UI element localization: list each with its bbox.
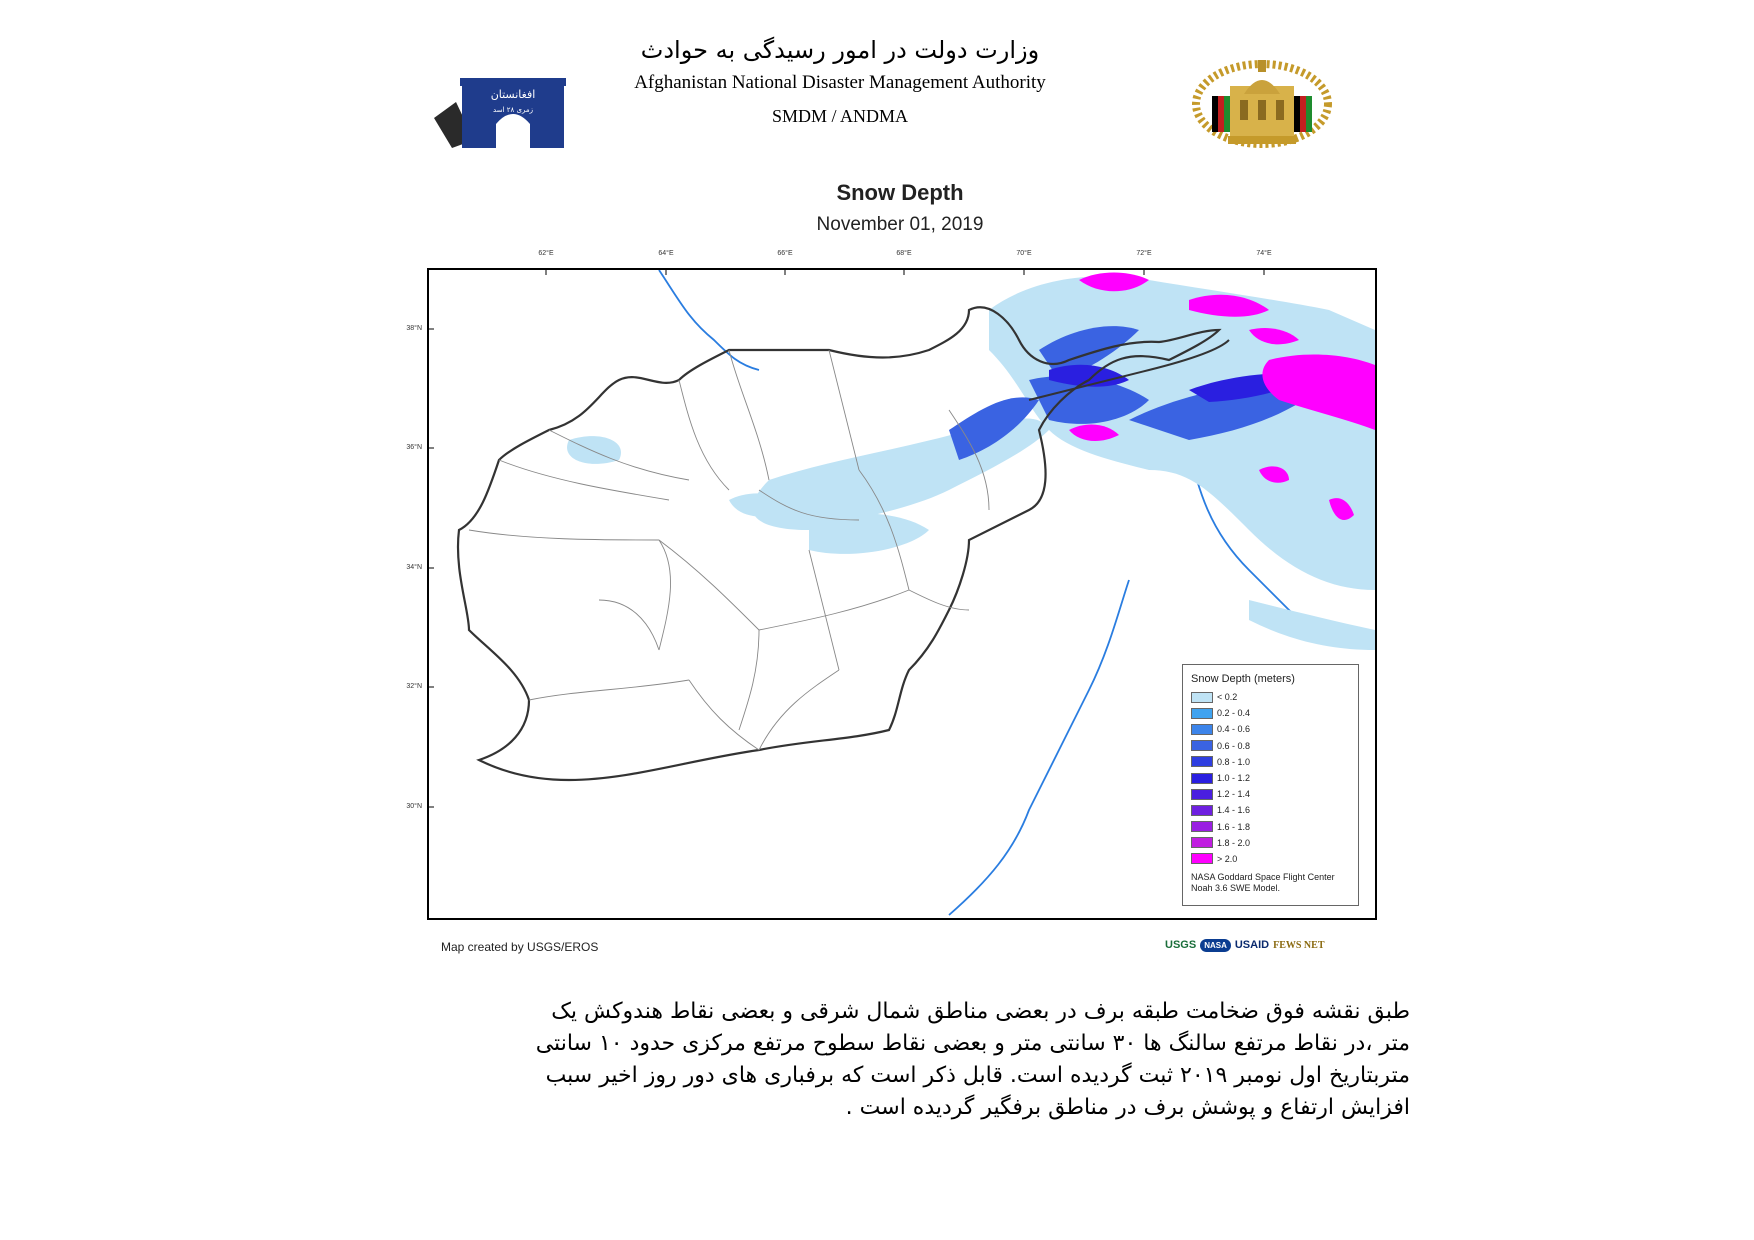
legend-label: > 2.0 — [1217, 853, 1238, 864]
independence-arch-logo — [434, 74, 570, 148]
legend-swatch — [1191, 789, 1213, 800]
description-line: طبق نقشه فوق ضخامت طبقه برف در بعضی مناطق شمال شرقی و بعضی نقاط هندوکش یک — [551, 999, 1410, 1024]
legend-item — [1191, 738, 1352, 754]
legend-credit-line2: Noah 3.6 SWE Model. — [1191, 883, 1281, 894]
legend-label: 1.6 - 1.8 — [1217, 821, 1251, 832]
map-credit: Map created by USGS/EROS — [441, 940, 599, 954]
ministry-title-fa: وزارت دولت در امور رسیدگی به حوادث — [640, 36, 1040, 64]
lat-label: 30°N — [406, 803, 422, 810]
legend-item — [1191, 770, 1352, 786]
nasa-logo: NASA — [1200, 939, 1231, 952]
legend-item — [1191, 786, 1352, 802]
lat-label: 36°N — [406, 444, 422, 451]
lon-label: 70°E — [1016, 250, 1032, 257]
legend-item — [1191, 851, 1352, 867]
legend-label: 0.8 - 1.0 — [1217, 756, 1251, 767]
indus-river — [949, 580, 1129, 915]
partner-logos — [1165, 934, 1375, 956]
legend-label: 1.8 - 2.0 — [1217, 837, 1251, 848]
legend-item — [1191, 705, 1352, 721]
fews-net-logo: FEWS NET — [1273, 939, 1325, 951]
map-title: Snow Depth — [836, 180, 964, 205]
lon-label: 64°E — [658, 250, 674, 257]
legend-swatch — [1191, 821, 1213, 832]
description-line: افزایش ارتفاع و پوشش برف در مناطق برفگیر گردیده است . — [845, 1095, 1410, 1120]
authority-title-en: Afghanistan National Disaster Management Authority — [634, 72, 1046, 93]
legend-swatch — [1191, 708, 1213, 719]
lon-label: 66°E — [777, 250, 793, 257]
lat-label: 38°N — [406, 325, 422, 332]
legend-swatch — [1191, 853, 1213, 864]
legend-label: < 0.2 — [1217, 692, 1238, 703]
province-boundaries — [469, 350, 989, 750]
legend-label: 1.4 - 1.6 — [1217, 805, 1251, 816]
logo-text-line2: زمری ۲۸ اسد — [493, 106, 533, 114]
legend-label: 1.0 - 1.2 — [1217, 773, 1251, 784]
legend-swatch — [1191, 756, 1213, 767]
legend-item — [1191, 802, 1352, 818]
lon-label: 68°E — [896, 250, 912, 257]
usaid-logo: USAID — [1234, 939, 1270, 951]
amu-darya-river — [659, 270, 759, 370]
legend-item — [1191, 754, 1352, 770]
afghanistan-emblem-logo — [1188, 56, 1336, 148]
legend-label: 0.4 - 0.6 — [1217, 724, 1251, 735]
legend-label: 1.2 - 1.4 — [1217, 789, 1251, 800]
description-line: متربتاریخ اول نومبر ۲۰۱۹ ثبت گردیده است. قابل ذکر است که برفباری های دور روز اخیر سبب — [545, 1063, 1410, 1088]
lon-label: 74°E — [1256, 250, 1272, 257]
legend-swatch — [1191, 805, 1213, 816]
authority-abbreviation: SMDM / ANDMA — [771, 106, 909, 126]
legend-swatch — [1191, 724, 1213, 735]
map-date: November 01, 2019 — [816, 214, 984, 235]
legend-item — [1191, 819, 1352, 835]
legend-swatch — [1191, 837, 1213, 848]
description-line: متر ،در نقاط مرتفع سالنگ ها ۳۰ سانتی متر و بعضی نقاط سطوح مرتفع مرکزی حدود ۱۰ سانتی — [535, 1031, 1410, 1056]
map-legend — [1182, 664, 1359, 906]
lat-label: 32°N — [406, 683, 422, 690]
legend-swatch — [1191, 740, 1213, 751]
lon-label: 72°E — [1136, 250, 1152, 257]
logo-text-line1: افغانستان — [490, 88, 536, 101]
legend-label: 0.2 - 0.4 — [1217, 708, 1251, 719]
lon-label: 62°E — [538, 250, 554, 257]
legend-swatch — [1191, 773, 1213, 784]
legend-item — [1191, 721, 1352, 737]
legend-item — [1191, 835, 1352, 851]
legend-credit-line1: NASA Goddard Space Flight Center — [1191, 872, 1335, 883]
legend-label: 0.6 - 0.8 — [1217, 740, 1251, 751]
legend-credit — [1191, 872, 1352, 894]
lat-label: 34°N — [406, 564, 422, 571]
legend-title: Snow Depth (meters) — [1191, 673, 1295, 685]
legend-swatch — [1191, 692, 1213, 703]
description-text — [330, 996, 1410, 1124]
legend-item — [1191, 689, 1352, 705]
usgs-logo: USGS — [1165, 939, 1197, 951]
